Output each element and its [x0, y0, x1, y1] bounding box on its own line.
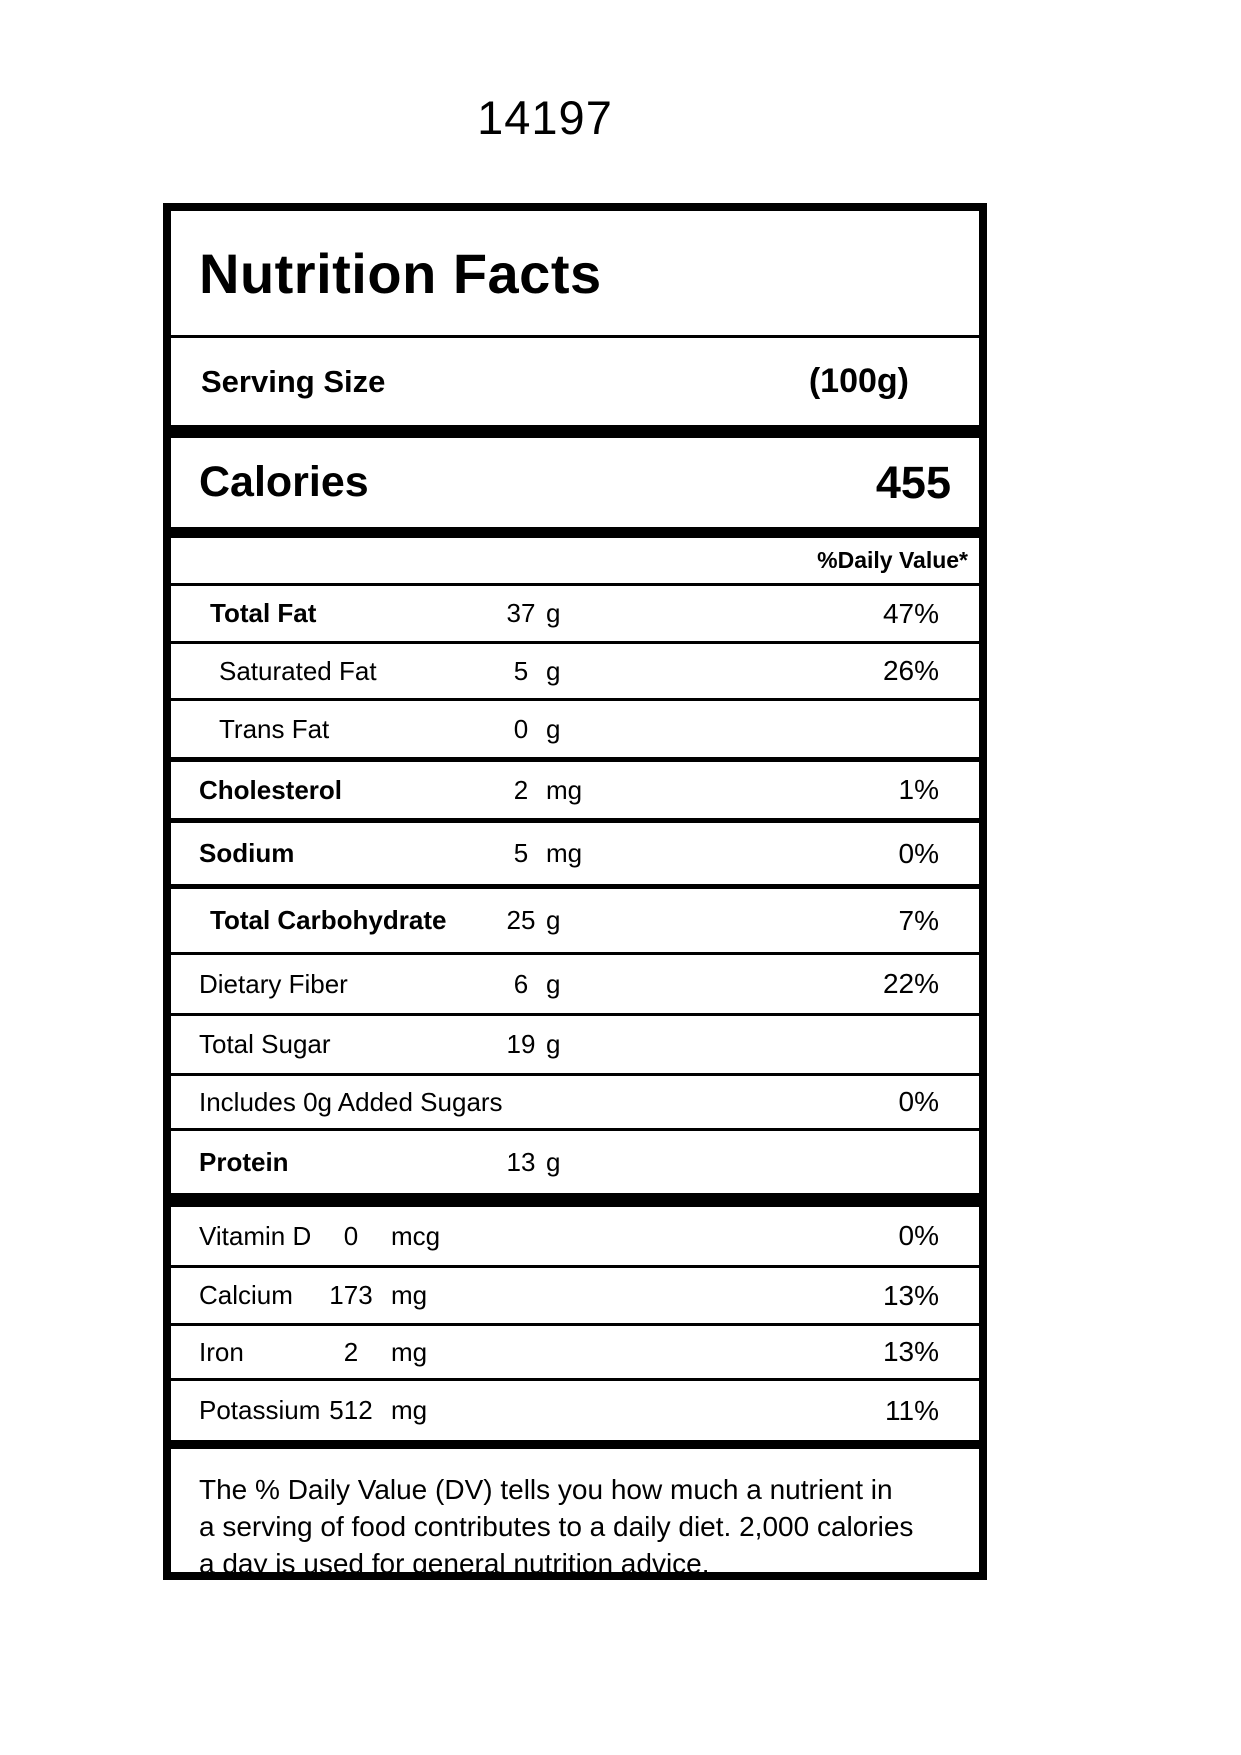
- footnote-line: a serving of food contributes to a daily diet. 2,000 calories: [199, 1511, 914, 1542]
- nutrient-amount: 5: [513, 838, 529, 868]
- nutrient-name: Protein: [199, 1146, 289, 1177]
- nutrient-amount: 37: [506, 598, 536, 628]
- serving-size-value: (100g): [808, 362, 909, 400]
- vitamin-name: Vitamin D: [199, 1220, 312, 1251]
- vitamin-daily-value: 13%: [882, 1279, 939, 1311]
- nutrient-unit: g: [546, 655, 561, 686]
- nutrient-name: Includes 0g Added Sugars: [199, 1086, 503, 1117]
- serving-size-row: [171, 338, 979, 425]
- calories-row: [171, 438, 979, 527]
- serving-size-label: Serving Size: [201, 363, 386, 399]
- vitamin-row-iron: [171, 1326, 979, 1381]
- thick-divider: [171, 1440, 979, 1449]
- nutrient-daily-value: 0%: [898, 1086, 939, 1117]
- nutrient-amount: 5: [513, 655, 529, 686]
- vitamin-name: Potassium: [199, 1395, 321, 1425]
- vitamin-row-calcium: [171, 1268, 979, 1326]
- nutrient-unit: g: [546, 1146, 561, 1177]
- nutrient-name: Saturated Fat: [219, 655, 377, 686]
- thick-divider: [171, 425, 979, 438]
- nutrient-daily-value: 7%: [898, 904, 939, 936]
- vitamin-amount: 2: [343, 1336, 359, 1367]
- vitamin-name: Calcium: [199, 1280, 293, 1310]
- nutrient-row-sodium: [171, 823, 979, 889]
- nutrient-unit: mg: [546, 774, 583, 805]
- nutrient-name: Sodium: [199, 838, 295, 868]
- vitamin-amount: 0: [343, 1220, 359, 1251]
- nutrition-facts-label: [163, 203, 987, 1580]
- footnote-line: The % Daily Value (DV) tells you how much a nutrient in: [199, 1474, 893, 1505]
- nutrient-daily-value: 47%: [882, 597, 939, 629]
- nutrient-daily-value: 0%: [898, 837, 939, 869]
- vitamin-row-vitamin-d: [171, 1207, 979, 1268]
- nutrient-row-added-sugars: [171, 1076, 979, 1131]
- nutrient-name: Trans Fat: [219, 713, 330, 744]
- nutrient-amount: 19: [506, 1029, 536, 1059]
- nutrient-row-trans-fat: [171, 701, 979, 762]
- nutrient-amount: 25: [506, 905, 536, 935]
- vitamin-name: Iron: [199, 1336, 244, 1367]
- nutrient-daily-value: 26%: [882, 655, 939, 686]
- nutrient-amount: 13: [506, 1146, 536, 1177]
- nutrient-unit: g: [546, 1029, 561, 1059]
- nutrient-row-saturated-fat: [171, 644, 979, 701]
- daily-value-footnote: [171, 1449, 979, 1582]
- calories-value: 455: [875, 456, 951, 508]
- vitamin-unit: mg: [391, 1395, 428, 1425]
- nutrient-name: Total Sugar: [199, 1029, 331, 1059]
- nutrient-name: Total Carbohydrate: [210, 905, 447, 935]
- document-title: 14197: [477, 91, 613, 144]
- nutrient-name: Cholesterol: [199, 774, 343, 805]
- vitamin-row-potassium: [171, 1381, 979, 1440]
- nutrient-daily-value: 22%: [882, 968, 939, 999]
- nutrient-row-total-carbohydrate: [171, 889, 979, 955]
- nutrient-unit: g: [546, 905, 561, 935]
- nutrient-row-total-fat: [171, 586, 979, 644]
- nutrient-name: Dietary Fiber: [199, 968, 348, 999]
- thick-divider: [171, 1193, 979, 1207]
- vitamin-daily-value: 13%: [882, 1336, 939, 1367]
- nutrient-row-protein: [171, 1131, 979, 1193]
- nutrient-amount: 2: [513, 774, 529, 805]
- footnote-line: a day is used for general nutrition advice.: [199, 1548, 710, 1579]
- nutrient-unit: mg: [546, 838, 583, 868]
- nutrient-row-total-sugar: [171, 1016, 979, 1076]
- nutrient-name: Total Fat: [210, 598, 317, 628]
- thick-divider: [171, 527, 979, 538]
- nutrient-amount: 0: [513, 713, 529, 744]
- nutrient-unit: g: [546, 598, 561, 628]
- calories-label: Calories: [199, 458, 369, 506]
- vitamin-unit: mg: [391, 1336, 428, 1367]
- vitamin-unit: mg: [391, 1280, 428, 1310]
- nutrient-unit: g: [546, 968, 561, 999]
- vitamin-amount: 173: [329, 1280, 373, 1310]
- vitamin-daily-value: 0%: [898, 1220, 939, 1251]
- daily-value-header: %Daily Value*: [171, 538, 979, 586]
- nutrient-row-cholesterol: [171, 762, 979, 823]
- label-title: Nutrition Facts: [171, 211, 979, 338]
- vitamin-amount: 512: [329, 1395, 373, 1425]
- vitamin-unit: mcg: [391, 1220, 441, 1251]
- nutrient-unit: g: [546, 713, 561, 744]
- vitamin-daily-value: 11%: [885, 1394, 939, 1426]
- nutrient-row-dietary-fiber: [171, 955, 979, 1016]
- nutrient-daily-value: 1%: [898, 774, 939, 805]
- nutrient-amount: 6: [513, 968, 529, 999]
